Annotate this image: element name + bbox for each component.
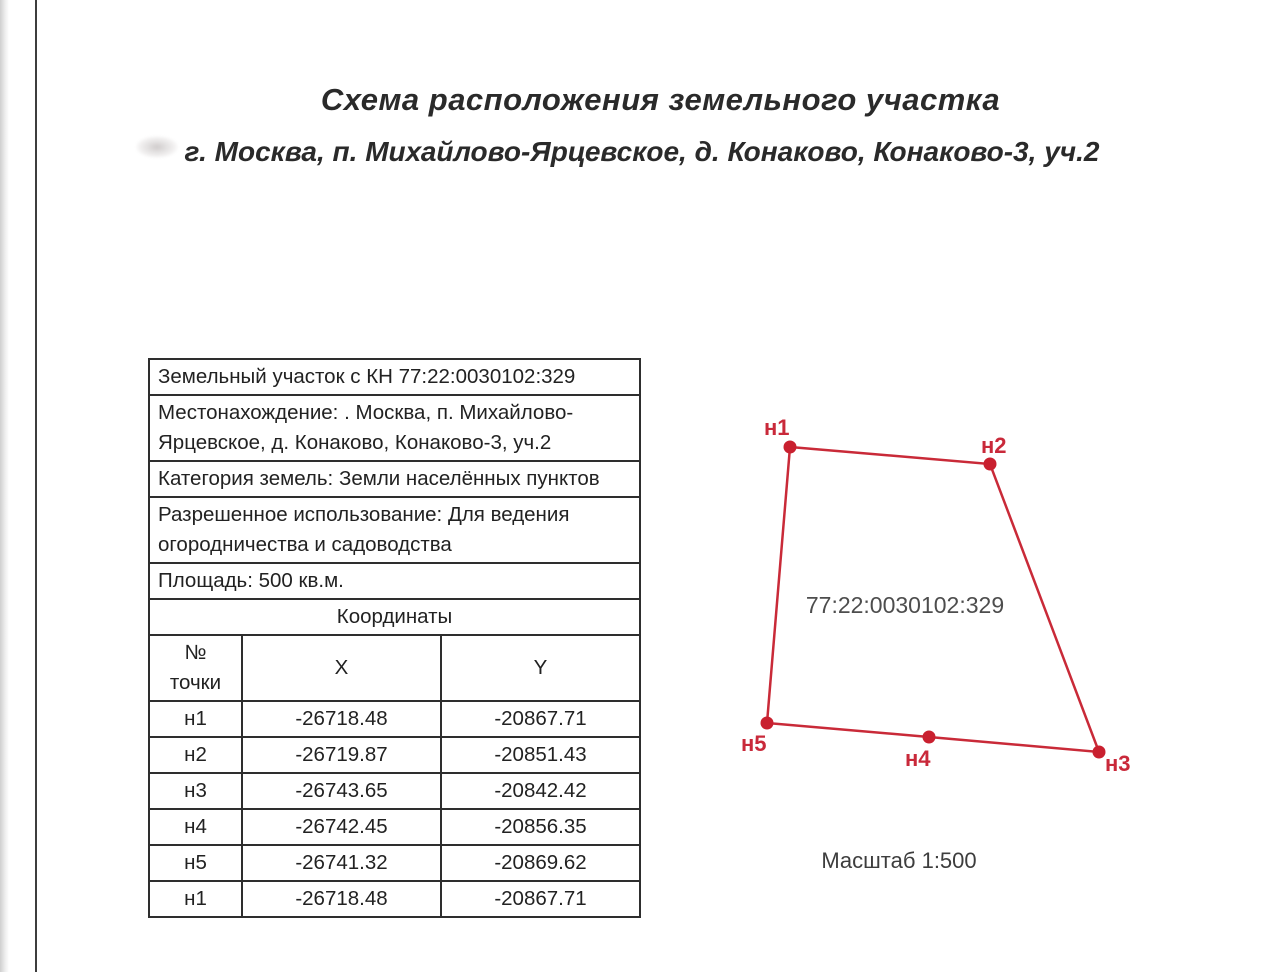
coordinates-column-header-row	[149, 635, 640, 701]
y-value-cell: -20867.71	[441, 701, 640, 737]
coordinate-row	[149, 773, 640, 809]
coordinate-row	[149, 737, 640, 773]
point-id-cell: н2	[149, 737, 242, 773]
coordinate-row	[149, 809, 640, 845]
parcel-diagram	[700, 395, 1140, 795]
coordinate-row	[149, 881, 640, 917]
page-subtitle: г. Москва, п. Михайлово-Ярцевское, д. Конаково, Конаково-3, уч.2	[184, 136, 1100, 167]
coordinate-row	[149, 701, 640, 737]
column-header-x: X	[242, 635, 441, 701]
x-value-cell: -26743.65	[242, 773, 441, 809]
x-value-cell: -26718.48	[242, 701, 441, 737]
diagram-cadastral-number: 77:22:0030102:329	[805, 592, 1005, 618]
coordinate-row	[149, 845, 640, 881]
table-row	[149, 563, 640, 599]
point-label-n4: н4	[905, 746, 931, 771]
point-label-n3: н3	[1105, 751, 1131, 776]
y-value-cell: -20851.43	[441, 737, 640, 773]
y-value-cell: -20842.42	[441, 773, 640, 809]
column-header-y: Y	[441, 635, 640, 701]
x-value-cell: -26718.48	[242, 881, 441, 917]
point-id-cell: н1	[149, 881, 242, 917]
table-row	[149, 599, 640, 635]
table-row	[149, 461, 640, 497]
y-value-cell: -20867.71	[441, 881, 640, 917]
point-label-n2: н2	[981, 433, 1007, 458]
table-row	[149, 359, 640, 395]
x-value-cell: -26741.32	[242, 845, 441, 881]
table-row	[149, 395, 640, 461]
x-value-cell: -26719.87	[242, 737, 441, 773]
y-value-cell: -20856.35	[441, 809, 640, 845]
coordinates-section-header: Координаты	[149, 599, 640, 635]
parcel-area-cell: Площадь: 500 кв.м.	[149, 563, 640, 599]
point-label-n1: н1	[764, 415, 790, 440]
parcel-location-cell: Местонахождение: . Москва, п. Михайлово-Ярцевское, д. Конаково, Конаково-3, уч.2	[149, 395, 640, 461]
column-header-point: № точки	[149, 635, 242, 701]
page-title: Схема расположения земельного участка	[320, 82, 1001, 117]
scale-label: Масштаб 1:500	[821, 848, 977, 873]
vertex-dot-n1	[784, 441, 797, 454]
point-id-cell: н1	[149, 701, 242, 737]
parcel-cadastral-cell: Земельный участок с КН 77:22:0030102:329	[149, 359, 640, 395]
x-value-cell: -26742.45	[242, 809, 441, 845]
parcel-category-cell: Категория земель: Земли населённых пунктов	[149, 461, 640, 497]
vertex-dot-n4	[923, 731, 936, 744]
point-id-cell: н3	[149, 773, 242, 809]
point-id-cell: н5	[149, 845, 242, 881]
table-row	[149, 497, 640, 563]
y-value-cell: -20869.62	[441, 845, 640, 881]
parcel-info-table	[148, 358, 641, 918]
point-label-n5: н5	[741, 731, 767, 756]
parcel-permitted-use-cell: Разрешенное использование: Для ведения огородничества и садоводства	[149, 497, 640, 563]
vertex-dot-n3	[1093, 746, 1106, 759]
vertex-dot-n2	[984, 458, 997, 471]
point-id-cell: н4	[149, 809, 242, 845]
vertex-dot-n5	[761, 717, 774, 730]
